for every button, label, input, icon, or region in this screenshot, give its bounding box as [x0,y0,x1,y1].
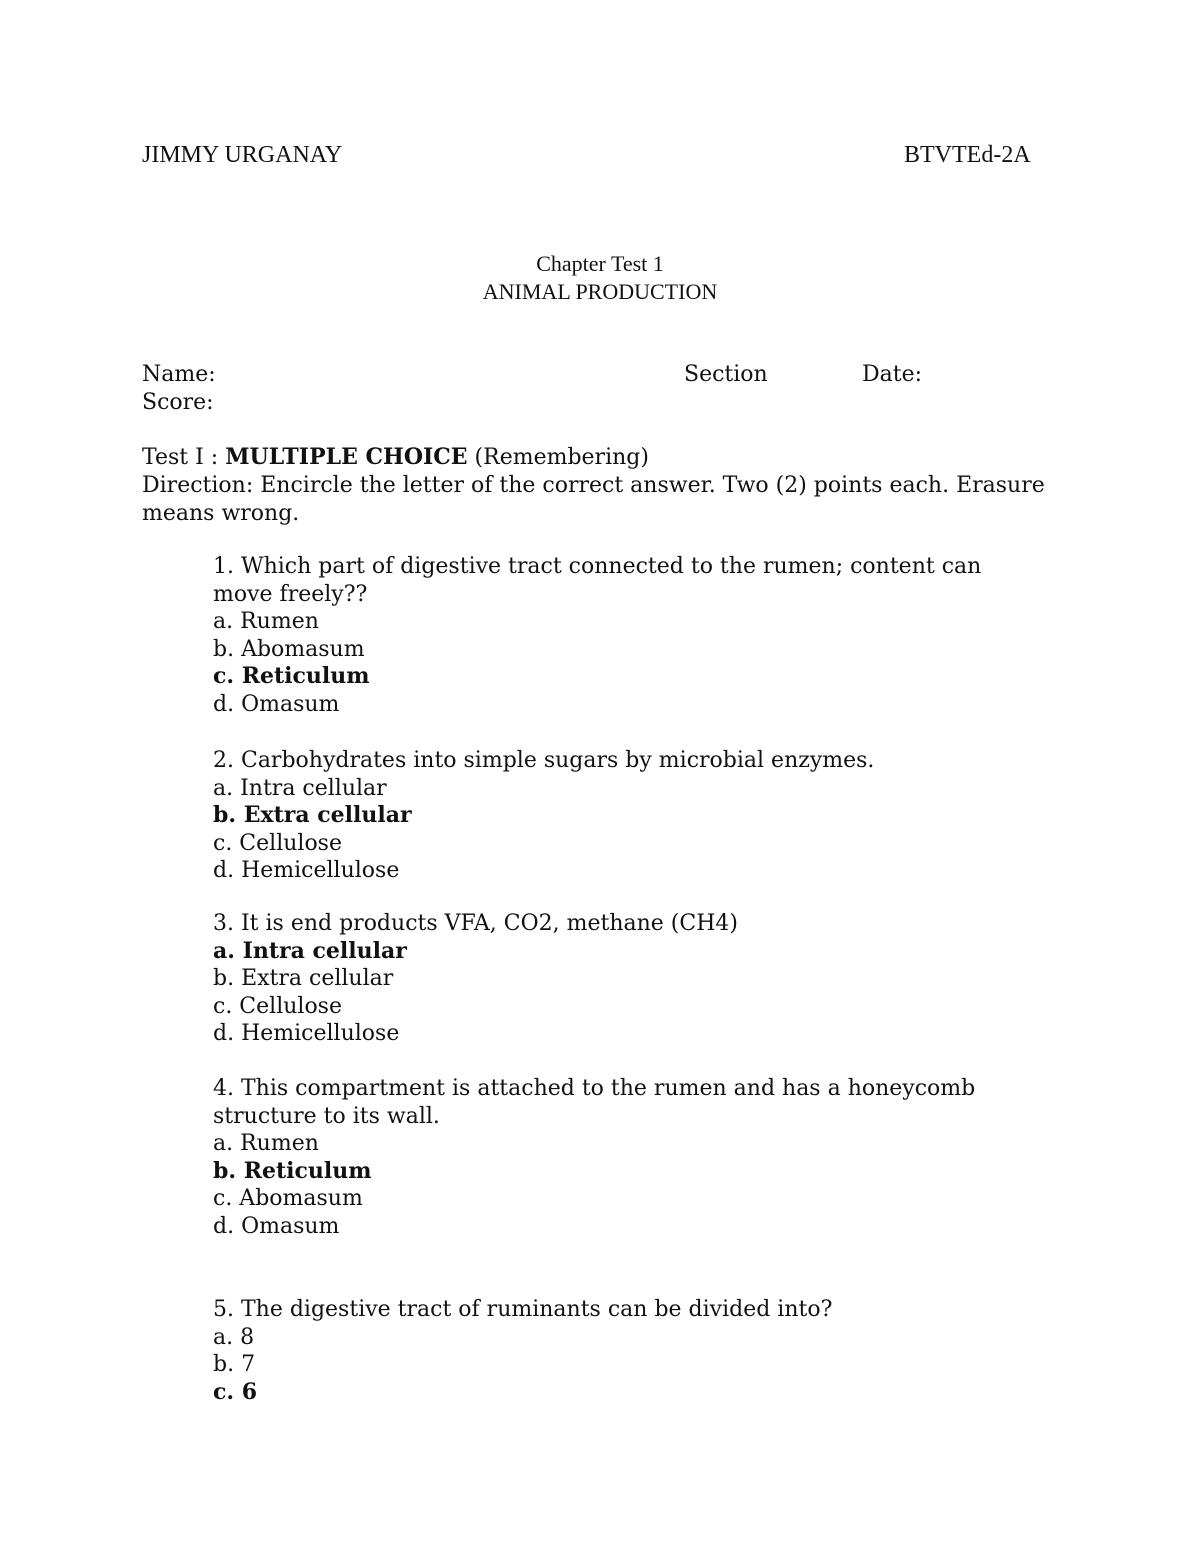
subject-title: ANIMAL PRODUCTION [482,279,718,304]
author-name: JIMMY URGANAY [142,142,343,168]
answer-option[interactable]: a. 8 [213,1324,255,1350]
question-text: 3. It is end products VFA, CO2, methane (CH4) [213,911,738,936]
answer-option-correct[interactable]: b. Extra cellular [213,802,412,828]
answer-option-correct[interactable]: c. Reticulum [213,663,370,689]
answer-option[interactable]: c. Cellulose [213,830,342,856]
answer-option[interactable]: b. 7 [213,1352,256,1377]
answer-option[interactable]: d. Hemicellulose [213,858,400,883]
score-field-label: Score: [142,390,214,415]
question-text: 5. The digestive tract of ruminants can be divided into? [213,1297,833,1322]
answer-option[interactable]: d. Omasum [213,691,340,717]
question-item [213,910,1053,1048]
answer-option[interactable]: b. Extra cellular [213,966,394,991]
question-item [213,747,1053,885]
date-field-label: Date: [862,362,923,387]
answer-option[interactable]: a. Intra cellular [213,775,387,801]
question-text: 2. Carbohydrates into simple sugars by microbial enzymes. [213,748,875,773]
question-item [213,1075,1053,1240]
question-text: 1. Which part of digestive tract connected to the rumen; content can [213,554,982,579]
question-item [213,1296,1053,1406]
answer-option[interactable]: d. Omasum [213,1213,340,1239]
question-text: 4. This compartment is attached to the rumen and has a honeycomb [213,1076,976,1101]
name-field-label: Name: [142,362,216,387]
answer-option[interactable]: b. Abomasum [213,636,365,662]
answer-option[interactable]: a. Rumen [213,1131,319,1156]
test-type: MULTIPLE CHOICE [225,444,468,470]
class-section: BTVTEd-2A [904,142,1031,168]
test-prefix: Test I : [142,445,226,470]
answer-option[interactable]: c. Abomasum [213,1186,363,1211]
section-field-label: Section [684,362,768,387]
question-text: move freely?? [213,581,368,607]
question-text: structure to its wall. [213,1103,440,1129]
answer-option-correct[interactable]: a. Intra cellular [213,937,407,964]
test-level: (Remembering) [467,445,649,470]
test-title: Chapter Test 1 [536,251,664,276]
answer-option[interactable]: c. Cellulose [213,993,342,1019]
test-heading [142,444,649,470]
answer-option-correct[interactable]: b. Reticulum [213,1157,372,1184]
answer-option-correct[interactable]: c. 6 [213,1378,258,1405]
answer-option[interactable]: a. Rumen [213,609,319,634]
test-direction: Direction: Encircle the letter of the correct answer. Two (2) points each. Erasure means wrong. [142,473,1045,526]
question-item [213,553,1053,718]
answer-option[interactable]: d. Hemicellulose [213,1021,400,1046]
